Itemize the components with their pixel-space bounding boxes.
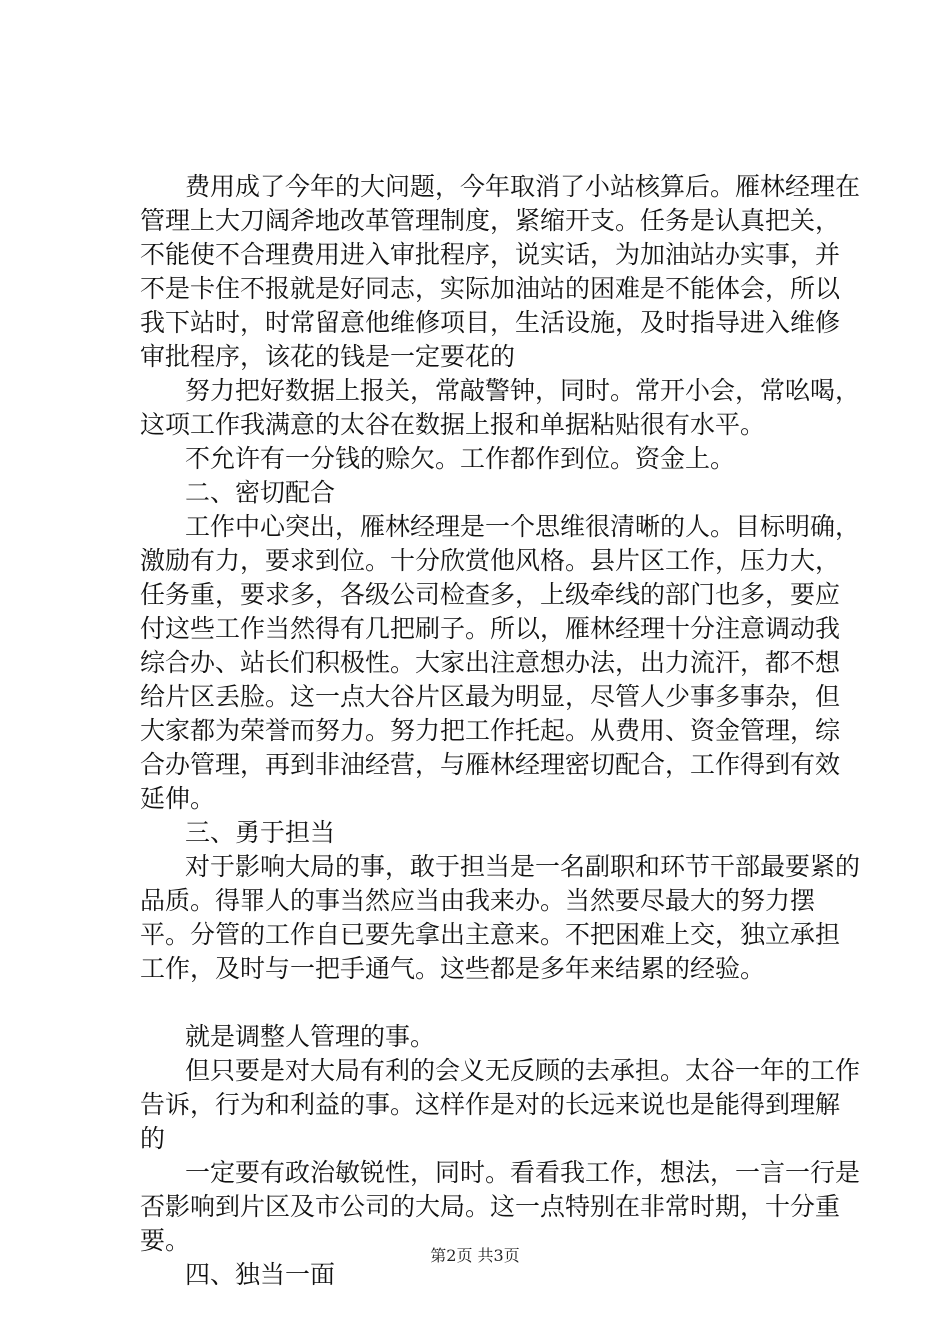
section-heading-cooperation: 二、密切配合 [185, 478, 336, 507]
paragraph-personnel: 就是调整人管理的事。 [185, 1022, 436, 1051]
paragraph-political-sensitivity: 一定要有政治敏锐性，同时。看看我工作，想法，一言一行是否影响到片区及市公司的大局。这一点特别在非常时期，十分重要。 [140, 1158, 861, 1255]
paragraph-overall-interest: 但只要是对大局有利的会义无反顾的去承担。太谷一年的工作告诉，行为和利益的事。这样作是对的长远来说也是能得到理解的 [140, 1056, 861, 1153]
paragraph-responsibility: 对于影响大局的事，敢于担当是一名副职和环节干部最要紧的品质。得罪人的事当然应当由我来办。当然要尽最大的努力摆平。分管的工作自已要先拿出主意来。不把困难上交，独立承担工作，及时与一把手通气。这些都是多年来结累的经验。 [140, 852, 861, 983]
document-body [140, 170, 860, 1292]
paragraph-cooperation: 工作中心突出，雁林经理是一个思维很清晰的人。目标明确，激励有力，要求到位。十分欣赏他风格。县片区工作，压力大，任务重，要求多，各级公司检查多，上级牵线的部门也多，要应付这些工作当然得有几把刷子。所以，雁林经理十分注意调动我综合办、站长们积极性。大家出注意想办法，出力流汗，都不想给片区丢脸。这一点大谷片区最为明显，尽管人少事多事杂，但大家都为荣誉而努力。努力把工作托起。从费用、资金管理，综合办管理，再到非油经营，与雁林经理密切配合，工作得到有效延伸。 [140, 512, 861, 813]
paragraph-expense-control: 费用成了今年的大问题，今年取消了小站核算后。雁林经理在管理上大刀阔斧地改革管理制度，紧缩开支。任务是认真把关，不能使不合理费用进入审批程序，说实话，为加油站办实事，并不是卡住不报就是好同志，实际加油站的困难是不能体会，所以我下站时，时常留意他维修项目，生活设施，及时指导进入维修审批程序，该花的钱是一定要花的 [140, 172, 861, 371]
section-heading-independence: 四、独当一面 [185, 1260, 336, 1289]
section-heading-responsibility: 三、勇于担当 [185, 818, 336, 847]
page-number-footer: 第2页 共3页 [430, 1246, 520, 1265]
paragraph-data-reporting: 努力把好数据上报关，常敲警钟，同时。常开小会，常吆喝，这项工作我满意的太谷在数据上报和单据粘贴很有水平。 [140, 376, 861, 439]
paragraph-no-credit: 不允许有一分钱的赊欠。工作都作到位。资金上。 [185, 444, 736, 473]
